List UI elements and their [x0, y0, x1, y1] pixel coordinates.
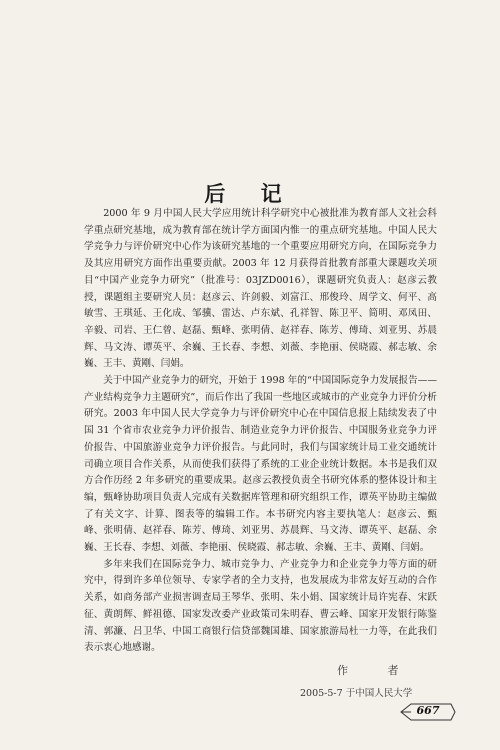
afterword-body: [84, 206, 437, 657]
page-number-badge: [399, 702, 457, 722]
page-title: 后 记: [204, 182, 296, 206]
paragraph: 关于中国产业竞争力的研究，开始于 1998 年的“中国国际竞争力发展报告——产业结构竞争力主题研究”，而后作出了我国一些地区或城市的产业竞争力评价分析研究。2003 年中国人民大学竞争力与评价研究中心在中国信息报上陆续发表了中国 31 个省市农业竞争力评价报告、制造业竞争力评价报告、中国服务业竞争力评价报告、中国旅游业竞争力评价报告。与此同时，我们与国家统计局工业交通统计司确立项目合作关系，从而使我们获得了系统的工业企业统计数据。本书是我们双方合作历经 2 年多研究的重要成果。赵彦云教授负责全书研究体系的整体设计和主编，甄峰协助项目负责人完成有关数据库管理和研究组织工作，谭英平协助主编做了有关文字、计算、图表等的编辑工作。本书研究内容主要执笔人：赵彦云、甄峰、张明倩、赵祥春、陈芳、傅琦、刘亚男、苏晨辉、马文涛、谭英平、赵磊、余巍、王长春、李想、刘薇、李艳丽、侯晓霞、郝志敏、余巍、王丰、黄剛、闫娟。: [84, 375, 437, 554]
paragraph: 2000 年 9 月中国人民大学应用统计科学研究中心被批准为教育部人文社会科学重点研究基地，成为教育部在统计学方面国内惟一的重点研究基地。中国人民大学竞争力与评价研究中心作为该研究基地的一个重要应用研究方向，在国际竞争力及其应用研究方面作出重要贡献。2003 年 12 月获得首批教育部重大课题攻关项目“中国产业竞争力研究”（批准号：03JZD0016），课题研究负责人：赵彦云教授，课题组主要研究人员：赵彦云、许剑毅、刘富江、邢俊玲、周学文、何平、高敏雪、王琪延、王化成、邹骥、雷达、卢东斌、孔祥智、陈卫平、简明、邓凤田、辛毅、司岩、王仁曾、赵磊、甄峰、张明倩、赵祥春、陈芳、傅琦、刘亚男、苏晨辉、马文涛、谭英平、余巍、王长春、李想、刘薇、李艳丽、侯晓霞、郝志敏、余巍、王丰、黄剛、闫娟。: [84, 208, 437, 370]
page-number: 667: [416, 704, 440, 717]
paragraph: 多年来我们在国际竞争力、城市竞争力、产业竞争力和企业竞争力等方面的研究中，得到许多单位领导、专家学者的全力支持，也发展成为非常友好互动的合作关系，如商务部产业损害调查局王琴华、张明、朱小娟、国家统计局许宪春、宋跃征、黄朗辉、鲜祖德、国家发改委产业政策司朱明春、曹云峰、国家开发银行陈鉴清、郭濂、吕卫华、中国工商银行信贷部魏国雄、国家旅游局杜一力等，在此我们表示衷心地感谢。: [84, 558, 437, 654]
date-place-line: 2005-5-7 于中国人民大学: [300, 688, 413, 699]
author-signature: 作 者: [337, 664, 417, 677]
